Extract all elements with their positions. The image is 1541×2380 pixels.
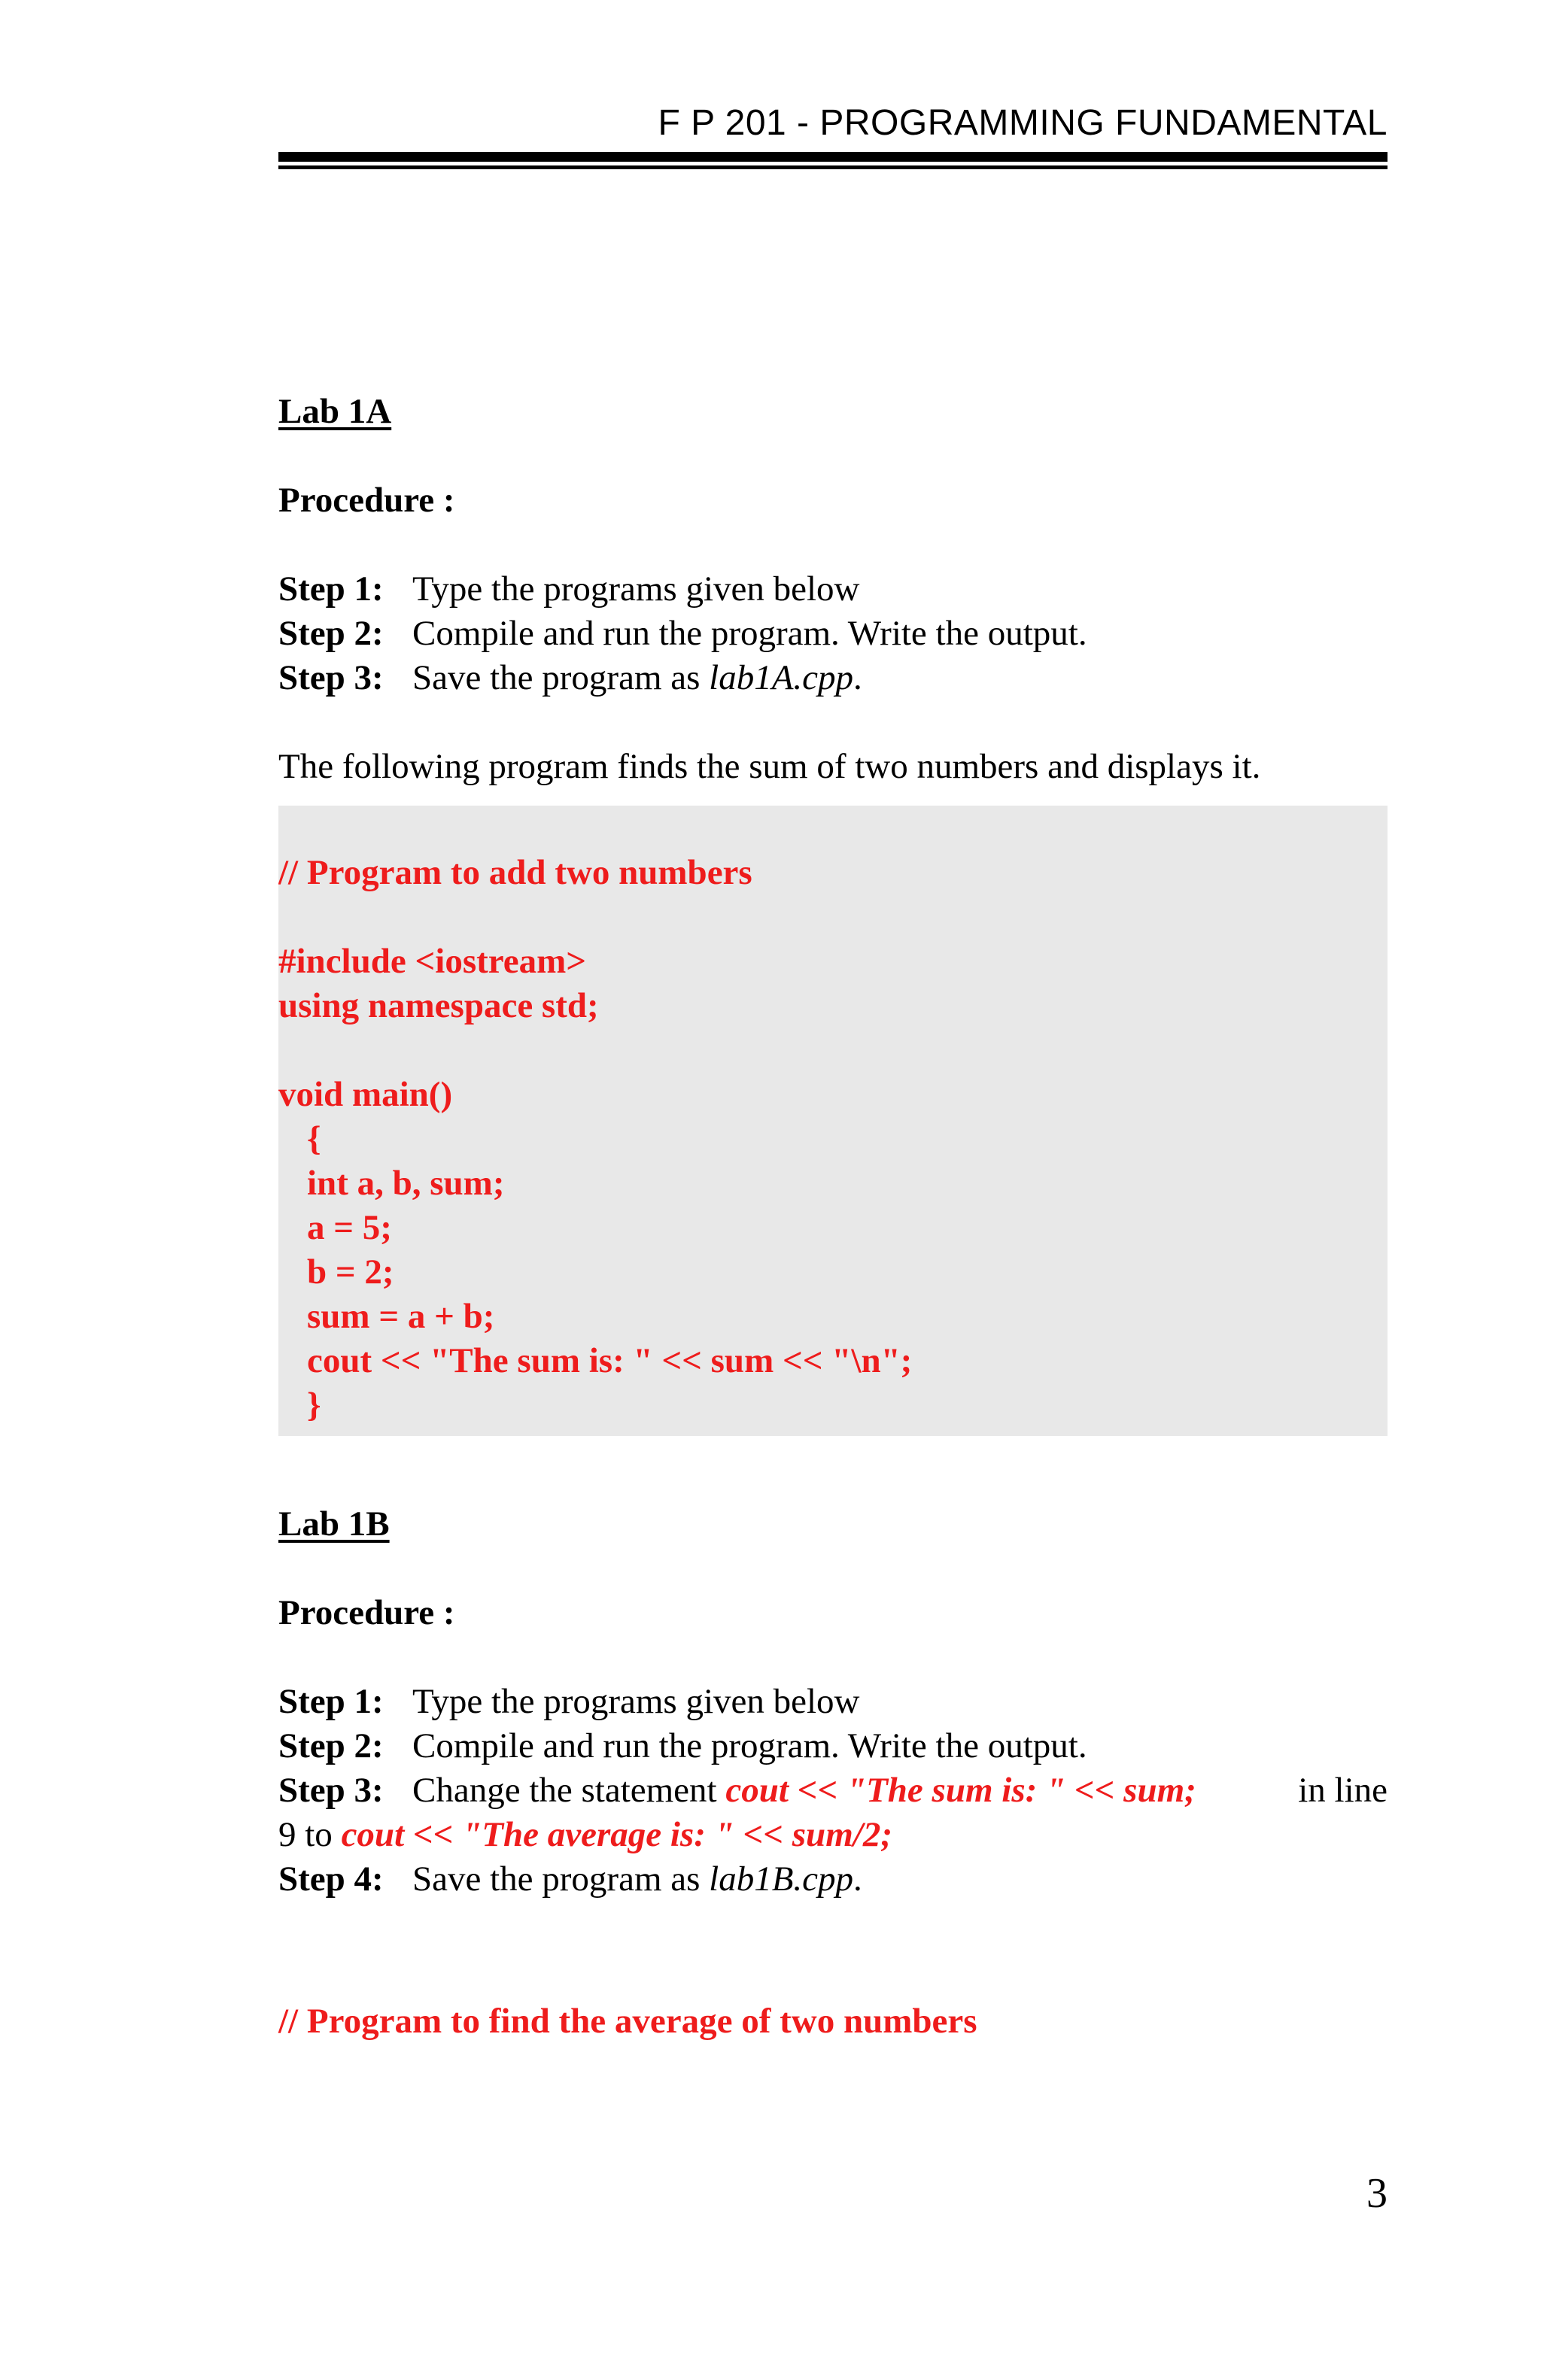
- page-number: 3: [1366, 2170, 1388, 2217]
- code-main-signature: void main(): [278, 1075, 453, 1114]
- code-new-statement: cout << "The average is: " << sum/2;: [341, 1815, 892, 1854]
- step-text-in-line: in line: [1298, 1771, 1388, 1810]
- header-rule-thin: [278, 165, 1388, 169]
- lab1a-section: [278, 390, 1388, 434]
- header-rule-thick: [278, 152, 1388, 162]
- lab1a-description: The following program finds the sum of two numbers and displays it.: [278, 747, 1261, 786]
- lab1b-code-comment: // Program to find the average of two numbers: [278, 2002, 977, 2041]
- step-text: Type the programs given below: [412, 1682, 860, 1721]
- step-text: 9 to: [278, 1815, 342, 1854]
- code-line: a = 5;: [307, 1208, 392, 1247]
- code-line: b = 2;: [307, 1252, 394, 1292]
- code-line: cout << "The sum is: " << sum << "\n";: [307, 1341, 913, 1380]
- step-label: Step 1:: [278, 1682, 384, 1721]
- step-label: Step 3:: [278, 1771, 384, 1810]
- code-open-brace: {: [307, 1119, 321, 1158]
- step-label: Step 1:: [278, 569, 384, 609]
- page-content: [278, 390, 1388, 2044]
- step-text: Save the program as: [412, 658, 710, 697]
- lab1b-section: [278, 1502, 1388, 1547]
- lab1a-procedure-label: Procedure :: [278, 481, 455, 520]
- step-text: Compile and run the program. Write the output.: [412, 614, 1087, 653]
- step-label: Step 4:: [278, 1859, 384, 1899]
- lab1a-step-1: [278, 567, 1388, 612]
- code-block-lab1a: [278, 806, 1388, 1436]
- code-include: #include <iostream>: [278, 942, 587, 981]
- code-old-statement: cout << "The sum is: " << sum;: [725, 1771, 1196, 1810]
- step-label: Step 2:: [278, 614, 384, 653]
- step-text: Save the program as: [412, 1859, 710, 1899]
- filename: lab1A.cpp: [709, 658, 854, 697]
- filename: lab1B.cpp: [709, 1859, 854, 1899]
- step-label: Step 2:: [278, 1726, 384, 1765]
- lab1b-step-2: [278, 1724, 1388, 1768]
- lab1b-step-1: [278, 1680, 1388, 1724]
- step-label: Step 3:: [278, 658, 384, 697]
- code-close-brace: }: [307, 1386, 321, 1425]
- step-text: Compile and run the program. Write the output.: [412, 1726, 1087, 1765]
- lab1b-step-4: [278, 1857, 1388, 1902]
- code-comment: // Program to add two numbers: [278, 853, 752, 892]
- lab1b-procedure-label: Procedure :: [278, 1593, 455, 1632]
- page-header-title: F P 201 - PROGRAMMING FUNDAMENTAL: [658, 103, 1388, 143]
- step-text: Type the programs given below: [412, 569, 860, 609]
- step-text-end: .: [853, 658, 862, 697]
- lab1b-title: Lab 1B: [278, 1504, 390, 1544]
- lab1b-step-3-continued: [278, 1813, 1388, 1857]
- code-line: int a, b, sum;: [307, 1164, 505, 1203]
- code-namespace: using namespace std;: [278, 986, 599, 1025]
- lab1a-step-2: [278, 612, 1388, 656]
- step-text-end: .: [853, 1859, 862, 1899]
- step-text: Change the statement: [412, 1771, 726, 1810]
- lab1a-step-3: [278, 656, 1388, 700]
- code-line: sum = a + b;: [307, 1297, 495, 1336]
- lab1b-step-3: [278, 1768, 1388, 1813]
- lab1a-title: Lab 1A: [278, 392, 392, 431]
- step-3-left: [278, 1768, 1196, 1813]
